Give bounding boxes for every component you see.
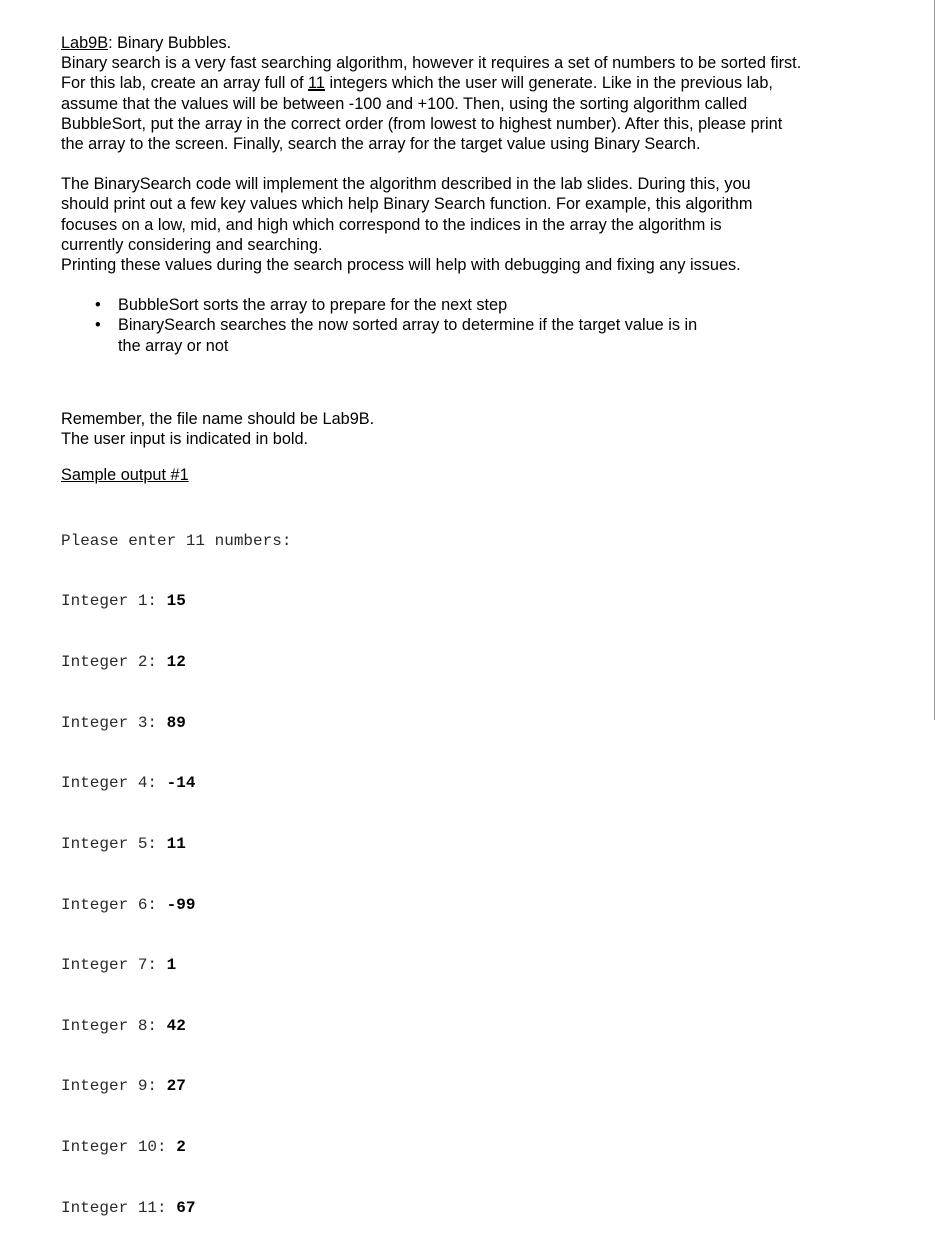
intro-line: BubbleSort, put the array in the correct order (from lowest to highest number). After this, please print [61, 114, 783, 133]
sample-line: Integer 5: 11 [61, 834, 186, 853]
user-input: 67 [176, 1198, 196, 1217]
sample-line: Integer 3: 89 [61, 713, 186, 732]
user-input: 1 [166, 956, 177, 975]
intro-line: the array to the screen. Finally, search the array for the target value using Binary Search. [61, 135, 701, 154]
bullet-text: BinarySearch searches the now sorted array to determine if the target value is in [118, 316, 698, 335]
user-input: -14 [166, 774, 196, 793]
user-input: -99 [166, 895, 196, 914]
sample-line: Integer 6: -99 [61, 895, 196, 914]
lab-title-text: : Binary Bubbles. [108, 34, 232, 52]
bullet-item [95, 295, 901, 315]
intro-line: Binary search is a very fast searching algorithm, however it requires a set of numbers to be sorted first. [61, 54, 802, 73]
user-input: 11 [166, 834, 186, 853]
sample-output-heading: Sample output #1 [61, 466, 189, 485]
bullet-text: BubbleSort sorts the array to prepare for the next step [118, 296, 508, 315]
intro-line: integers which the user will generate. Like in the previous lab, [324, 74, 773, 93]
bullet-list [61, 295, 901, 356]
paragraph-line: The BinarySearch code will implement the algorithm described in the lab slides. During this, you [61, 175, 751, 194]
paragraph-line: focuses on a low, mid, and high which correspond to the indices in the array the algorithm is [61, 215, 722, 234]
sample-line: Integer 2: 12 [61, 653, 186, 672]
sample-prompt: Please enter 11 numbers: [61, 531, 292, 550]
sample-line: Integer 4: -14 [61, 774, 196, 793]
sample-output-block [61, 490, 901, 1258]
user-input: 12 [166, 653, 186, 672]
sample-line: Integer 9: 27 [61, 1077, 186, 1096]
user-input: 15 [166, 592, 186, 611]
remember-paragraph [61, 409, 901, 449]
remember-line: Remember, the file name should be Lab9B. [61, 409, 375, 428]
intro-line: assume that the values will be between -100 and +100. Then, using the sorting algorithm called [61, 94, 748, 113]
sample-line: Integer 7: 1 [61, 956, 177, 975]
array-size-value: 11 [308, 74, 325, 93]
binary-search-paragraph [61, 174, 901, 275]
document-body [61, 33, 901, 1258]
lab-title [61, 33, 901, 53]
user-input: 42 [166, 1016, 186, 1035]
user-input: 27 [166, 1077, 186, 1096]
intro-paragraph [61, 53, 901, 154]
paragraph-line: currently considering and searching. [61, 235, 323, 254]
sample-line: Integer 11: 67 [61, 1198, 196, 1217]
page-edge-divider [934, 0, 935, 720]
paragraph-line: Printing these values during the search process will help with debugging and fixing any issues. [61, 256, 741, 275]
bullet-dot: • [95, 296, 101, 315]
remember-line: The user input is indicated in bold. [61, 430, 309, 449]
sample-line: Integer 8: 42 [61, 1016, 186, 1035]
paragraph-line: should print out a few key values which help Binary Search function. For example, this algorithm [61, 195, 753, 214]
intro-line: For this lab, create an array full of [61, 74, 309, 93]
sample-line: Integer 10: 2 [61, 1137, 186, 1156]
user-input: 2 [176, 1137, 186, 1156]
lab-code: Lab9B [61, 34, 109, 52]
sample-line: Integer 1: 15 [61, 592, 186, 611]
bullet-dot: • [95, 316, 101, 335]
user-input: 89 [166, 713, 186, 732]
bullet-item [95, 315, 901, 355]
bullet-text: the array or not [118, 336, 229, 355]
